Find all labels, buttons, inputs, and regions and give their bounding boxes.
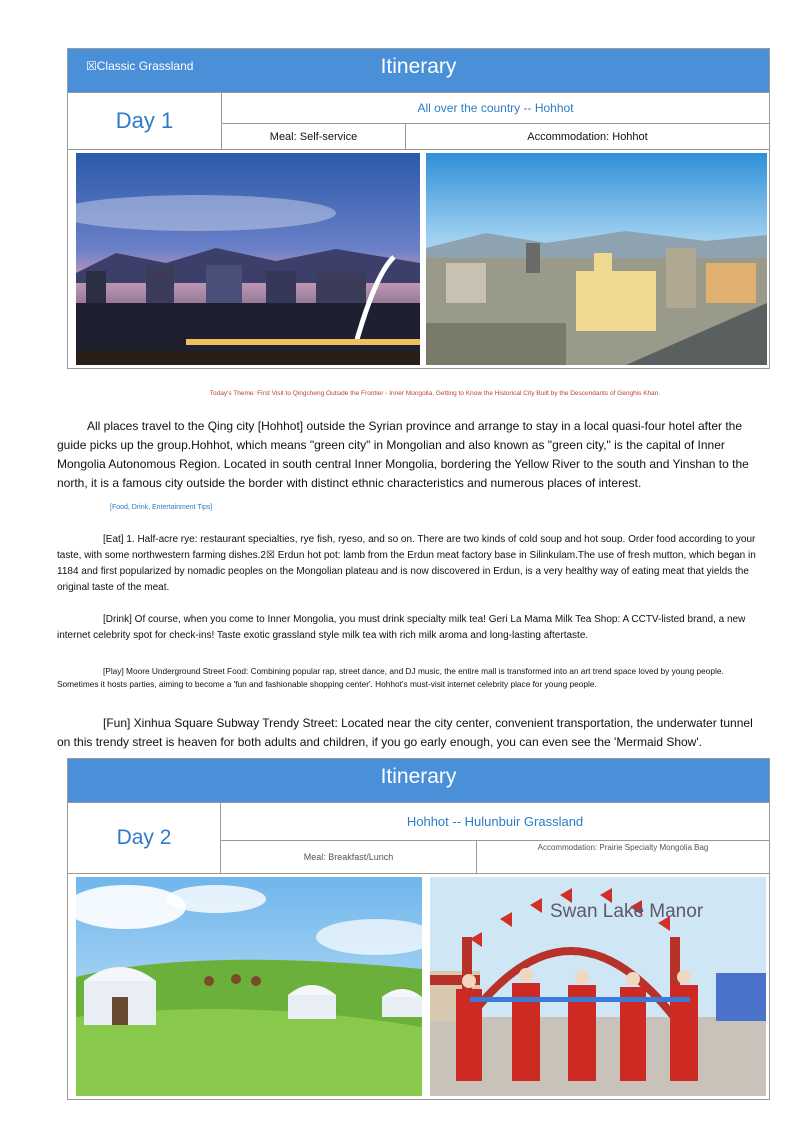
- dancers-gate-image: [430, 877, 766, 1096]
- meal-accom-row: [222, 124, 769, 149]
- accommodation-text: Accommodation: Prairie Specialty Mongolia Bag: [537, 843, 709, 852]
- itinerary-title: Itinerary: [380, 55, 457, 78]
- day-label: Day 2: [68, 803, 221, 873]
- itinerary-header-bar: [68, 49, 769, 92]
- route-info: [221, 803, 769, 873]
- itinerary-day2: [67, 758, 770, 1100]
- accommodation-text: Accommodation: Hohhot: [527, 130, 648, 143]
- intro-paragraph: All places travel to the Qing city [Hohhot] outside the Syrian province and arrange to stay in a local quasi-four hotel after the guide picks up the group.Hohhot, which means "green city" in Mongolian and also known as "green city," is the capital of Inner Mongolia Autonomous Region. Located in south central Inner Mongolia, bordering the Yellow River to the south and Yinshan to the north, it is a famous city outside the border with distinct ethnic characteristics and numerous places of interest.: [57, 419, 749, 490]
- grassland-yurt-photo: [76, 877, 422, 1096]
- day-label: Day 1: [68, 93, 222, 149]
- itinerary-day1: [67, 48, 770, 369]
- itinerary-title: Itinerary: [380, 765, 457, 788]
- day-row: [68, 802, 769, 873]
- meal-text: Meal: Breakfast/Lunch: [221, 841, 477, 873]
- city-aerial-image: [426, 153, 767, 365]
- fun-paragraph: [Fun] Xinhua Square Subway Trendy Street: Located near the city center, convenient transportation, the underwater tunnel on this trendy street is heaven for both adults and children, if you go early enough, you can even see the 'Mermaid Show'.: [57, 716, 753, 749]
- route-info: [222, 93, 769, 149]
- day-theme: Today's Theme: First Visit to Qingcheng Outside the Frontier - Inner Mongolia, Getting to Know the Historical City Built by the Descendants of Genghis Khan.: [209, 390, 661, 397]
- day1-photos: [68, 149, 769, 368]
- play-paragraph: [Play] Moore Underground Street Food: Combining popular rap, street dance, and DJ music, the entire mall is transformed into an art trend space loved by young people. Sometimes it hosts parties, aiming to become a 'fun and fashionable shopping center'. Hohhot's must-visit internet celebrity place for young people.: [57, 666, 724, 689]
- photo-caption: Swan Lake Manor: [550, 901, 704, 922]
- drink-paragraph: [Drink] Of course, when you come to Inner Mongolia, you must drink specialty milk tea! Geri La Mama Milk Tea Shop: A CCTV-listed brand, a new internet celebrity spot for check-ins! Taste exotic grassland style milk tea with rich milk aroma and long-lasting aftertaste.: [57, 614, 746, 641]
- hohhot-day-photo: [426, 153, 767, 365]
- day-row: [68, 92, 769, 149]
- tips-heading: [Food, Drink, Entertainment Tips]: [110, 504, 213, 511]
- yurt-grassland-image: [76, 877, 422, 1096]
- day2-photos: [68, 873, 769, 1099]
- swan-lake-manor-photo: [430, 877, 766, 1096]
- route-text: All over the country -- Hohhot: [222, 93, 769, 124]
- night-city-image: [76, 153, 420, 365]
- route-text: Hohhot -- Hulunbuir Grassland: [221, 803, 769, 841]
- eat-paragraph: [Eat] 1. Half-acre rye: restaurant specialties, rye fish, ryeso, and so on. There are two kinds of cold soup and hot soup. Order food according to your taste, with some northwestern farming dishes.2☒ Erdun hot pot: lamb from the Erdun meat factory base in Silinkulam.The use of fresh mutton, which began in 1184 and first popularized by nomadic peoples on the Mongolian plateau and is now discovered in Erdun, is a very healthy way of eating meat that yields the original taste of the meat.: [57, 534, 756, 593]
- route-tag: ☒Classic Grassland: [86, 59, 194, 73]
- meal-text: Meal: Self-service: [222, 124, 406, 149]
- itinerary-header-bar: [68, 759, 769, 802]
- hohhot-night-photo: [76, 153, 420, 365]
- meal-accom-row: [221, 841, 769, 873]
